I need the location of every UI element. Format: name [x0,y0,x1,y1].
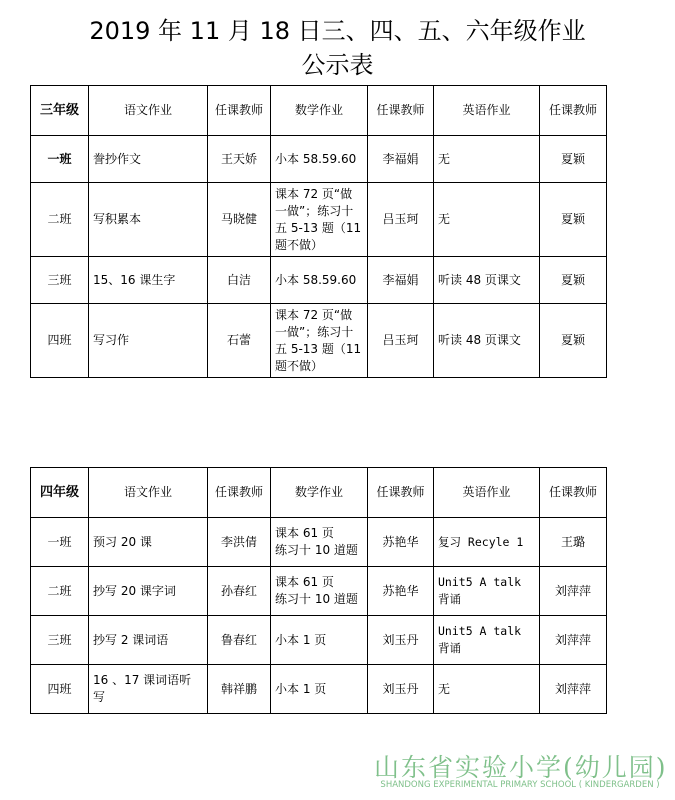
class-name: 二班 [31,183,89,257]
chinese-homework: 预习 20 课 [89,518,208,567]
class-name: 三班 [31,257,89,304]
grade4-homework-table [30,467,607,714]
header-teacher: 任课教师 [368,86,434,136]
english-homework: 无 [434,183,540,257]
math-homework: 课本 72 页“做一做”；练习十五 5-13 题（11 题不做） [271,304,368,378]
chinese-teacher: 鲁春红 [208,616,271,665]
math-homework: 课本 72 页“做一做”；练习十五 5-13 题（11 题不做） [271,183,368,257]
table-row [31,183,607,257]
chinese-teacher: 王天娇 [208,136,271,183]
math-homework-line: 课本 61 页 [275,526,334,540]
table-row [31,304,607,378]
chinese-teacher: 石蕾 [208,304,271,378]
chinese-teacher: 白洁 [208,257,271,304]
grade3-homework-table [30,85,607,378]
english-teacher: 王璐 [540,518,607,567]
page-subtitle: 公示表 [301,51,374,79]
math-homework-line: 练习十 10 道题 [275,543,358,557]
table-row [31,136,607,183]
chinese-teacher: 马晓健 [208,183,271,257]
table-row [31,665,607,714]
table-row [31,518,607,567]
header-teacher: 任课教师 [208,86,271,136]
class-name: 一班 [31,136,89,183]
class-name: 四班 [31,304,89,378]
math-homework-line: 课本 61 页 [275,575,334,589]
chinese-teacher: 孙春红 [208,567,271,616]
header-math: 数学作业 [271,468,368,518]
school-logo-subtext: SHANDONG EXPERIMENTAL PRIMARY SCHOOL ( KINDERGARDEN ) [380,780,660,790]
math-homework [271,567,368,616]
header-teacher: 任课教师 [368,468,434,518]
header-chinese: 语文作业 [89,86,208,136]
header-teacher: 任课教师 [540,468,607,518]
table-header-row [31,86,607,136]
math-teacher: 吕玉珂 [368,304,434,378]
english-teacher: 刘萍萍 [540,616,607,665]
math-homework-line: 小本 1 页 [275,681,327,696]
english-homework: 听读 48 页课文 [434,304,540,378]
math-homework-line: 练习十 10 道题 [275,592,358,606]
english-homework: 复习 Recyle 1 [434,518,540,567]
math-teacher: 吕玉珂 [368,183,434,257]
math-homework: 小本 58.59.60 [271,257,368,304]
table-row [31,616,607,665]
math-teacher: 李福娟 [368,136,434,183]
chinese-homework: 抄写 20 课字词 [89,567,208,616]
chinese-homework: 抄写 2 课词语 [89,616,208,665]
school-logo-text: 山东省实验小学(幼儿园) [374,753,668,782]
header-english: 英语作业 [434,86,540,136]
english-homework: 听读 48 页课文 [434,257,540,304]
english-homework: Unit5 A talk 背诵 [434,616,540,665]
english-teacher: 夏颖 [540,136,607,183]
english-teacher: 刘萍萍 [540,665,607,714]
english-teacher: 刘萍萍 [540,567,607,616]
english-homework: Unit5 A talk 背诵 [434,567,540,616]
table-header-row [31,468,607,518]
english-homework: 无 [434,136,540,183]
math-teacher: 刘玉丹 [368,665,434,714]
english-homework: 无 [434,665,540,714]
class-name: 一班 [31,518,89,567]
math-homework: 小本 58.59.60 [271,136,368,183]
chinese-homework: 写习作 [89,304,208,378]
class-name: 四班 [31,665,89,714]
chinese-teacher: 李洪倩 [208,518,271,567]
header-teacher: 任课教师 [208,468,271,518]
chinese-homework: 16 、17 课词语听写 [89,665,208,714]
math-homework [271,616,368,665]
table-row [31,567,607,616]
math-teacher: 刘玉丹 [368,616,434,665]
math-teacher: 苏艳华 [368,518,434,567]
math-homework-line: 小本 1 页 [275,632,327,647]
header-math: 数学作业 [271,86,368,136]
english-teacher: 夏颖 [540,304,607,378]
class-name: 三班 [31,616,89,665]
grade-label: 四年级 [31,468,89,518]
table-row [31,257,607,304]
header-english: 英语作业 [434,468,540,518]
math-homework [271,665,368,714]
header-chinese: 语文作业 [89,468,208,518]
chinese-homework: 15、16 课生字 [89,257,208,304]
english-teacher: 夏颖 [540,183,607,257]
grade-label: 三年级 [31,86,89,136]
math-homework [271,518,368,567]
chinese-homework: 写积累本 [89,183,208,257]
page-title: 2019 年 11 月 18 日三、四、五、六年级作业 [89,17,586,45]
english-teacher: 夏颖 [540,257,607,304]
chinese-homework: 誊抄作文 [89,136,208,183]
header-teacher: 任课教师 [540,86,607,136]
math-teacher: 李福娟 [368,257,434,304]
chinese-teacher: 韩祥鹏 [208,665,271,714]
class-name: 二班 [31,567,89,616]
math-teacher: 苏艳华 [368,567,434,616]
